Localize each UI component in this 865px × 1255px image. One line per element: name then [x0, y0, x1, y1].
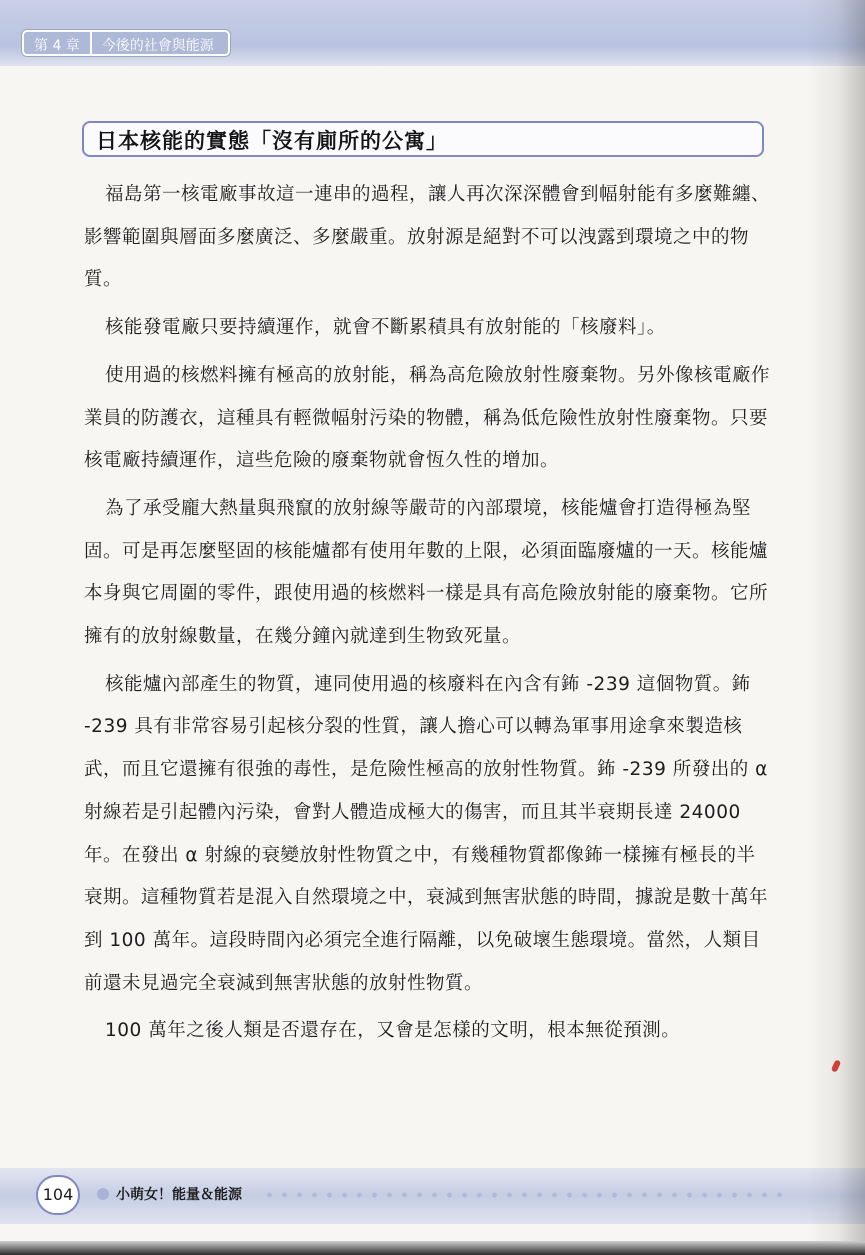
- chapter-tab: [22, 30, 230, 56]
- dotted-line-decoration: [262, 1191, 782, 1199]
- paragraph: 福島第一核電廠事故這一連串的過程，讓人再次深深體會到幅射能有多麼難纏、影響範圍與層面多麼廣泛、多麼嚴重。放射源是絕對不可以洩露到環境之中的物質。: [84, 184, 771, 291]
- page-bottom-edge: [0, 1241, 865, 1255]
- paragraph: 核能爐內部產生的物質，連同使用過的核廢料在內含有鈽 -239 這個物質。鈽 -239 具有非常容易引起核分裂的性質，讓人擔心可以轉為軍事用途拿來製造核武，而且它還擁有很強的毒性，是危險性極高的放射性物質。鈽 -239 所發出的 α 射線若是引起體內污染，會對人體造成極大的傷害，而且其半衰期長達 24000 年。在發出 α 射線的衰變放射性物質之中，有幾種物質都像鈽一樣擁有極長的半衰期。這種物質若是混入自然環境之中，衰減到無害狀態的時間，據說是數十萬年到 100 萬年。這段時間內必須完全進行隔離，以免破壞生態環境。當然，人類目前還未見過完全衰減到無害狀態的放射性物質。: [84, 673, 769, 994]
- margin-mark: [831, 1059, 842, 1072]
- paragraph: 使用過的核燃料擁有極高的放射能，稱為高危險放射性廢棄物。另外像核電廠作業員的防護衣，這種具有輕微幅射污染的物體，稱為低危險性放射性廢棄物。只要核電廠持續運作，這些危險的廢棄物就會恆久性的增加。: [84, 364, 771, 472]
- paragraph: 核能發電廠只要持續運作，就會不斷累積具有放射能的「核廢料」。: [105, 317, 666, 339]
- body-text: [84, 174, 774, 1058]
- book-title: 小萌女！能量＆能源: [116, 1187, 242, 1203]
- chapter-name: 今後的社會與能源: [101, 38, 214, 54]
- paragraph: 100 萬年之後人類是否還存在，又會是怎樣的文明，根本無從預測。: [105, 1020, 681, 1042]
- section-title: 日本核能的實態「沒有廁所的公寓」: [82, 121, 764, 157]
- chapter-number: 第 4 章: [24, 32, 92, 54]
- page-number: 104: [36, 1175, 80, 1215]
- paragraph: 為了承受龐大熱量與飛竄的放射線等嚴苛的內部環境，核能爐會打造得極為堅固。可是再怎麼堅固的核能爐都有使用年數的上限，必須面臨廢爐的一天。核能爐本身與它周圍的零件，跟使用過的核燃料一樣是具有高危險放射能的廢棄物。它所擁有的放射線數量，在幾分鐘內就達到生物致死量。: [84, 497, 769, 648]
- bullet-dot-icon: [97, 1188, 109, 1200]
